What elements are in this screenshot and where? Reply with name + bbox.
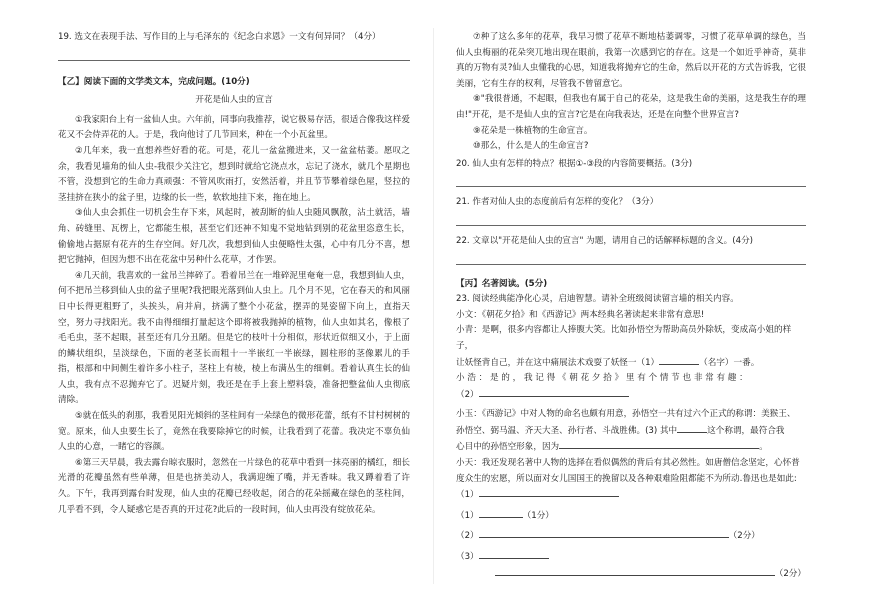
section-b-heading: 【乙】阅读下面的文学类文本，完成问题。(10分) xyxy=(58,76,250,87)
answer-blank-3a[interactable] xyxy=(479,549,549,559)
dialogue-xiaoyu-2-post: 这个称谓，最符合我 xyxy=(707,425,785,436)
answer-row-2-points: （2分） xyxy=(728,531,760,542)
dialogue-xiaoqing-2 xyxy=(456,355,806,372)
answer-row-3-label: （3） xyxy=(456,552,479,563)
paragraph-2: ②几年来，我一直想养些好看的花。可是，花儿一盆盆搬进来，又一盆盆枯萎。愿叹之余，我看见墙角的仙人虫-我很少关注它，想到时就给它浇点水，忘记了浇水，就几个星期也不管，没想到它的生命力真顽强：不管风吹雨打，安然活着，并且节节攀着绿色屋，竖拉的茎挂挤在狭小的盆子里，边缘的长一些，软软地挂下来，拖在地上。 xyxy=(58,145,410,203)
answer-row-1 xyxy=(456,508,806,525)
answer-row-3-points: （2分） xyxy=(774,568,806,579)
dialogue-xiaoqing-2-post: （名字）一番。 xyxy=(699,357,760,368)
question-22: 22. 文章以"开花是仙人虫的宣言" 为题，请用自己的话解释标题的含义。(4分) xyxy=(456,235,754,246)
dialogue-xiaoyu-3-pre: 心目中的孙悟空形象，因为 xyxy=(456,442,560,453)
answer-line-19[interactable] xyxy=(58,50,410,61)
paragraph-10: ⑩那么，什么是人的生命宣言? xyxy=(473,141,589,152)
left-column xyxy=(58,30,410,518)
question-20: 20. 仙人虫有怎样的特点？根据①-③段的内容简要概括。(3分) xyxy=(456,158,693,169)
dialogue-xiaoqing-1: 小青：是啊，很多内容都让人捧腹大笑。比如孙悟空为帮助高员外除妖，变成高小姐的样子， xyxy=(456,325,792,351)
dialogue-xiaoyu-3 xyxy=(456,439,806,456)
dialogue-xiaoqing-2-pre: 让妖怪背自己，并在这中痛展法术戏耍了妖怪一（1） xyxy=(456,357,660,368)
blank-3-name-inline[interactable] xyxy=(677,423,707,433)
answer-row-2 xyxy=(456,528,806,545)
paragraph-6: ⑥第三天早晨，我去露台晾衣服时，忽然在一片绿色的花草中看到一抹亮丽的橘红，细长光滑的花瓣虽然有些单薄，但是也挤美动人，我满迎缠了嘴，并无香味。我又蹲着看了许久。下午，我再到露台时发现，仙人虫的花瓣已经收起，闭合的花朵摇藏在绿色的茎柱间，几乎看不到，令人疑惑它是否真的开过花?此后的一段时间，仙人虫再没有绽放花朵。 xyxy=(58,457,410,515)
blank-2-inline[interactable] xyxy=(479,387,629,397)
paragraph-1: ①我家阳台上有一盆仙人虫。六年前，同事向我推荐，说它极易存活，很适合像我这样爱花又不会侍弄花的人。于是，我向他讨了几节回来，种在一个小瓦盆里。 xyxy=(58,114,410,141)
answer-row-3 xyxy=(456,549,806,566)
paragraph-7: ⑦种了这么多年的花草，我早习惯了花草不断地枯萎调零，习惯了花草单调的绿色，当仙人虫梅丽的花朵突兀地出现在眼前，我第一次感到它的存在。这是一个如近乎神奇，莫非真的万物有灵?仙人虫懂我的心思，知道我将抛弃它的生命，然后以开花的方式告诉我，它很美丽，它有生存的权利，尽管我不曾留意它。 xyxy=(456,32,806,89)
paragraph-9: ⑨花朵是一株植物的生命宣言。 xyxy=(473,125,593,136)
paragraph-3: ③仙人虫会抓住一切机会生存下来，风起时，被刮断的仙人虫随风飘散，沾土就活，墙角、砖缝里、瓦楞上，它都能生根，甚至它们还神不知鬼不觉地钻到别的花盆里恣意生长，偷偷地占据原有花卉的生存空间。好几次，我想到仙人虫便略性太强，心中有几分不喜，想把它抛掉，但因为想不出在花盆中另种什么花草，才作罢。 xyxy=(58,208,410,266)
answer-row-1-label: （1） xyxy=(456,510,479,521)
dialogue-xiaoyu-1: 小玉：《西游记》中对人物的命名也颇有用意，孙悟空一共有过六个正式的称谓：美猴王、 xyxy=(456,409,796,420)
blank-3-reason-inline[interactable] xyxy=(559,439,759,449)
dialogue-xiaowen: 小文：《朝花夕拾》和《西游记》两本经典名著读起来非常有意思! xyxy=(456,309,705,320)
answer-blank-3b[interactable] xyxy=(495,566,775,576)
paragraph-4: ④几天前，我喜欢的一盆吊兰摔碎了。看着吊兰在一堆碎泥里奄奄一息，我想到仙人虫，何不把吊兰移到仙人虫的盆子里呢?我把眼光落到仙人虫上。几个月不见，它在春天的和风丽日中长得更粗野了，头挨头，肩并肩，挤满了整个小花盆，摆弄的晃姿留下向上，直指天空，努力寻找阳光。我不由得细细打量起这个即将被我抛掉的植物，仙人虫如其名，像根了毛毛虫，茎不起眼，甚至还有几分丑陋。但是它的枝叶十分相似，形状近似细又小，于上面的鳞状组织，呈淡绿色，下面的老茎长而粗十一半嵌红一半嵌绿，圆柱形的茎像累儿的手指，根部和中间侧生着许多小柱子，茎柱上有棱，棱上布满丛生的细刺。看着认真生长的仙人虫，我有点不忍抛弃它了。迟疑片刻，我还是在手上套上塑料袋，准备把整盆仙人虫彻底清除。 xyxy=(58,270,410,406)
dialogue-xiaoyu-3-post: 。 xyxy=(759,442,768,453)
column-gutter xyxy=(433,28,434,584)
answer-blank-a[interactable] xyxy=(479,487,619,497)
answer-row-1-points: （1分） xyxy=(522,510,554,521)
answer-blank-1[interactable] xyxy=(479,508,523,518)
paragraph-8: ⑧"我很普通，不起眼，但我也有属于自己的花朵，这是我生命的美丽，这是我生存的理由!"开花，是不是仙人虫的宣言?它是在向我表达，还是在向整个世界宣言? xyxy=(456,94,806,120)
right-column xyxy=(456,30,806,582)
question-21: 21. 作者对仙人虫的态度前后有怎样的变化？（3分） xyxy=(456,197,659,208)
dialogue-xiaohao-2 xyxy=(456,387,806,404)
answer-row-a xyxy=(456,487,806,504)
paragraph-5: ⑤就在低头的刹那，我看见阳光倾斜的茎柱间有一朵绿色的微形花蕾，纸有不甘村树树的宽。原来，仙人虫要生长了，竟然在我要除掉它的时候，让我看到了花蕾。我决定不辜负仙人虫的心意，一睹它的容颜。 xyxy=(58,411,410,453)
dialogue-xiaoyu-2-pre: 孙悟空、弼马温、齐天大圣、孙行者、斗战胜佛。(3) 其中 xyxy=(456,425,678,436)
dialogue-xiaoyu-2 xyxy=(456,423,806,440)
dialogue-xiaotian-1: 小天：我还发现名著中人物的选择在看似偶然的背后有其必然性。如唐僧信念坚定，心怀普 xyxy=(456,458,800,469)
answer-line-22[interactable] xyxy=(456,254,806,265)
question-23: 23. 阅读经典能净化心灵，启迪智慧。请补全班级阅读留言墙的相关内容。 xyxy=(456,294,739,305)
passage-title: 开花是仙人虫的宣言 xyxy=(195,95,273,106)
dialogue-xiaohao-1: 小 浩 ： 是 的 ， 我 记 得 《 朝 花 夕 拾 》 里 有 个 情 节 也 非 常 有 趣 ： xyxy=(456,373,748,384)
answer-line-21[interactable] xyxy=(456,215,806,226)
section-c-heading: 【丙】名著阅读。(5分) xyxy=(456,278,548,289)
dialogue-xiaohao-2-pre: （2） xyxy=(456,389,479,400)
answer-row-2-label: （2） xyxy=(456,531,479,542)
answer-row-a-label: （1） xyxy=(456,490,479,501)
blank-1-inline[interactable] xyxy=(659,355,699,365)
dialogue-xiaotian-2: 度众生的宏愿，所以面对女儿国国王的挽留以及各种艰难险阻都能不为所动.鲁迅也是如此: xyxy=(456,473,797,484)
answer-blank-2[interactable] xyxy=(479,528,729,538)
question-19: 19. 选文在表现手法、写作目的上与毛泽东的《纪念白求恩》一文有何异同？（4分） xyxy=(58,32,381,42)
answer-line-20[interactable] xyxy=(456,176,806,187)
answer-row-3b xyxy=(456,566,806,583)
